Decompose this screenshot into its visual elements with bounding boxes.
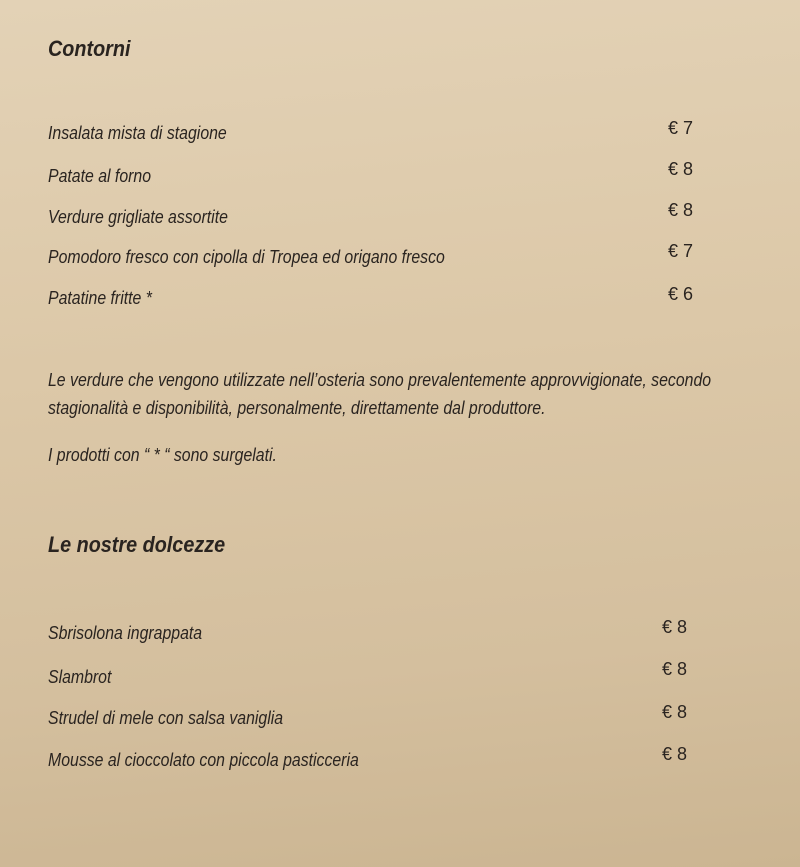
menu-price: € 7	[668, 241, 694, 261]
menu-price: € 7	[668, 118, 694, 138]
section-title-contorni: Contorni	[48, 36, 131, 61]
note-text: Le verdure che vengono utilizzate nell’osteria sono prevalentemente approvvigionate, secondo	[48, 370, 712, 390]
menu-item: Verdure grigliate assortite	[48, 207, 228, 227]
menu-price: € 8	[662, 702, 688, 722]
menu-price: € 8	[662, 744, 688, 764]
note-text: stagionalità e disponibilità, personalmente, direttamente dal produttore.	[48, 398, 546, 418]
menu-item: Slambrot	[48, 667, 112, 687]
menu-price: € 8	[668, 159, 694, 179]
frozen-note: I prodotti con “ * “ sono surgelati.	[48, 445, 277, 465]
menu-price: € 8	[662, 617, 688, 637]
menu-price: € 8	[668, 200, 694, 220]
menu-item: Strudel di mele con salsa vaniglia	[48, 708, 284, 728]
menu-price: € 8	[662, 659, 688, 679]
menu-item: Pomodoro fresco con cipolla di Tropea ed origano fresco	[48, 247, 445, 267]
menu-item: Patatine fritte *	[48, 288, 152, 308]
menu-item: Mousse al cioccolato con piccola pasticceria	[48, 750, 359, 770]
section-title-dolcezze: Le nostre dolcezze	[48, 532, 226, 557]
menu-item: Insalata mista di stagione	[48, 123, 227, 143]
menu-price: € 6	[668, 284, 694, 304]
menu-item: Patate al forno	[48, 166, 152, 186]
menu-item: Sbrisolona ingrappata	[48, 623, 203, 643]
